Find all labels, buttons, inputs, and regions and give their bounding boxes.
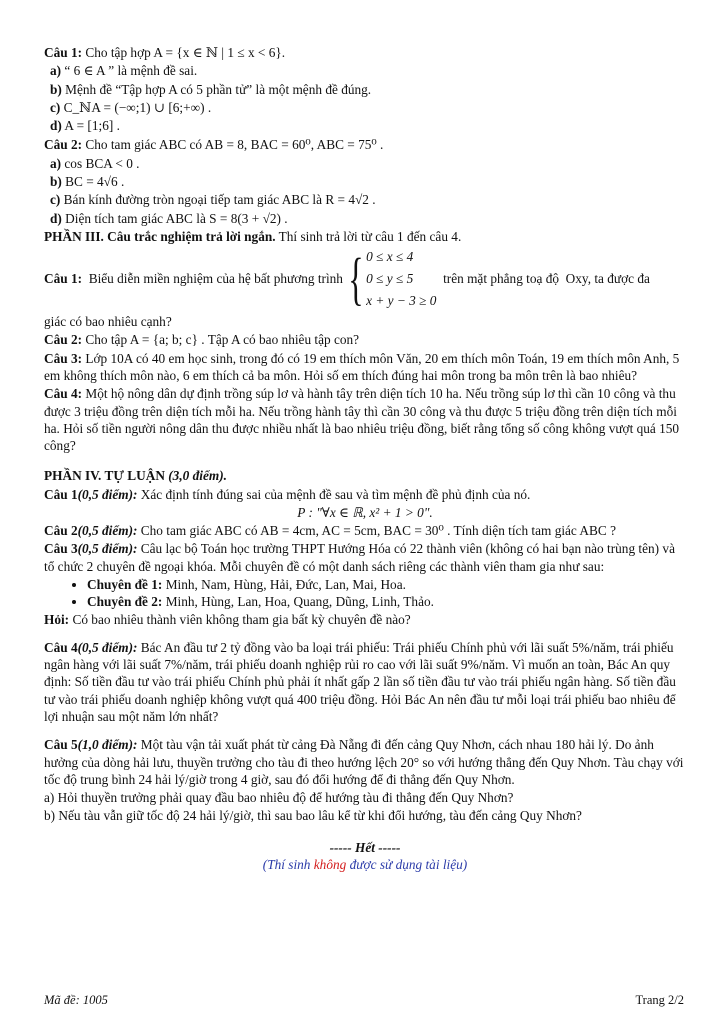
p4-q4-label: Câu 4 xyxy=(44,639,78,655)
p4-q5-points: (1,0 điểm): xyxy=(77,737,138,753)
system-lines xyxy=(366,246,436,312)
p4-q3-ask xyxy=(44,611,686,628)
page-number: Trang 2/2 xyxy=(635,993,684,1007)
note-part: được sử dụng tài liệu) xyxy=(346,856,468,872)
p4-q5-a: a) Hỏi thuyền trưởng phải quay đầu bao nhiêu độ để hướng tàu đi thẳng đến Quy Nhơn? xyxy=(44,790,514,806)
part3-heading: PHẦN III. Câu trắc nghiệm trả lời ngắn. xyxy=(44,228,276,244)
p3-q4-label: Câu 4: xyxy=(44,386,83,402)
inequality-system xyxy=(346,246,436,312)
topic-label: Chuyên đề 2: xyxy=(87,594,163,610)
item-text: Diện tích tam giác ABC là S = 8(3 + √2) . xyxy=(61,210,288,226)
p4-q5-text: Một tàu vận tải xuất phát từ cảng Đà Nẵng đi đến cảng Quy Nhơn, cách nhau 180 hải lý. Do ảnh hưởng của dòng hải lưu, thuyền trưởng cho tàu đi theo hướng lệch 20° so với hướng thẳng đến Quy Nhơn. Tàu chạy với tốc độ trung bình 24 hải lý/giờ trong 4 giờ, sau đó đổi hướng để đi thẳng đến Quy Nhơn. xyxy=(44,737,684,787)
system-line: 0 ≤ y ≤ 5 xyxy=(366,271,414,287)
item-label: d) xyxy=(50,118,62,134)
item-text: cos BCA < 0 . xyxy=(61,155,140,171)
p3-q4-text: Một hộ nông dân dự định trồng súp lơ và hành tây trên diện tích 10 ha. Nếu trồng súp lơ thì cần 10 công và thu được 3 triệu đồng trên diện tích mỗi ha. Nếu trồng hành tây thì cần 30 công và thu được 5 triệu đồng trên diện tích mỗi ha. Hỏi số tiền người nông dân thu được nhiều nhất là bao nhiêu triệu đồng, biết rằng tổng số công không vượt quá 150 công? xyxy=(44,386,680,454)
p2-q2-stem xyxy=(44,136,686,153)
item-label: a) xyxy=(50,155,62,171)
p4-q3-points: (0,5 điểm): xyxy=(77,541,138,557)
system-line: 0 ≤ x ≤ 4 xyxy=(366,249,414,265)
item-label: b) xyxy=(50,81,62,97)
p2-q1-item-d xyxy=(44,117,686,134)
p4-q2 xyxy=(44,522,686,539)
p2-q2-item-d xyxy=(44,210,686,227)
p4-q5-b: b) Nếu tàu vẫn giữ tốc độ 24 hải lý/giờ, thì sau bao lâu kể từ khi đổi hướng, tàu đến cảng Quy Nhơn? xyxy=(44,808,582,824)
p4-q2-points: (0,5 điểm): xyxy=(77,523,138,539)
part4-points: (3,0 điểm). xyxy=(164,468,227,484)
item-label: c) xyxy=(50,99,61,115)
part3-intro: Thí sinh trả lời từ câu 1 đến câu 4. xyxy=(275,228,462,244)
page-footer xyxy=(44,992,684,1008)
p2-q2-item-c xyxy=(44,191,686,208)
note-part: (Thí sinh xyxy=(262,856,314,872)
p4-q3-text: Câu lạc bộ Toán học trường THPT Hướng Hóa có 22 thành viên (không có hai bạn nào trùng tên) và tổ chức 2 chuyên đề ngoại khóa. Mỗi chuyên đề có một danh sách riêng các thành viên tham gia như sau: xyxy=(44,541,675,574)
p4-q1-text: Xác định tính đúng sai của mệnh đề sau và tìm mệnh đề phủ định của nó. xyxy=(137,486,531,502)
p3-q3-label: Câu 3: xyxy=(44,350,83,366)
p3-q1-label: Câu 1: xyxy=(44,271,83,287)
item-label: c) xyxy=(50,192,61,208)
item-text: C_ℕA = (−∞;1) ∪ [6;+∞) . xyxy=(60,99,212,115)
p2-q1-item-a xyxy=(44,62,686,79)
p2-q2-item-a xyxy=(44,155,686,172)
p2-q2-label: Câu 2: xyxy=(44,137,83,153)
ask-text: Có bao nhiêu thành viên không tham gia bất kỳ chuyên đề nào? xyxy=(69,611,411,627)
item-text: A = [1;6] . xyxy=(61,118,120,134)
p2-q1-item-b xyxy=(44,81,686,98)
topic-names: Minh, Nam, Hùng, Hải, Đức, Lan, Mai, Hoa. xyxy=(162,577,406,593)
item-label: d) xyxy=(50,210,62,226)
item-text: BC = 4√6 . xyxy=(61,173,125,189)
item-label: a) xyxy=(50,63,62,79)
p4-q1-label: Câu 1 xyxy=(44,486,78,502)
item-text: Mệnh đề “Tập hợp A có 5 phần tử” là một mệnh đề đúng. xyxy=(61,81,372,97)
p2-q2-item-b xyxy=(44,173,686,190)
exam-page xyxy=(44,44,686,873)
p4-q5-label: Câu 5 xyxy=(44,737,78,753)
p3-q3 xyxy=(44,350,686,385)
p4-q2-text: Cho tam giác ABC có AB = 4cm, AC = 5cm, BAC = 30⁰ . Tính diện tích tam giác ABC ? xyxy=(137,523,616,539)
topic-label: Chuyên đề 1: xyxy=(87,577,163,593)
end-title: ----- Hết ----- xyxy=(329,839,401,855)
item-text: “ 6 ∈ A ” là mệnh đề sai. xyxy=(61,63,198,79)
list-item xyxy=(87,576,686,593)
part3-header xyxy=(44,228,686,245)
p4-q3 xyxy=(44,540,686,575)
p4-q5 xyxy=(44,736,686,788)
left-brace-icon: { xyxy=(348,246,364,312)
p4-q4-text: Bác An đầu tư 2 tỷ đồng vào ba loại trái phiếu: Trái phiếu Chính phủ với lãi suất 5%/năm, trái phiếu ngân hàng với lãi suất 7%/năm, trái phiếu doanh nghiệp rủi ro cao với lãi suất 9%/năm. Vì muốn an toàn, Bác An quy định: Số tiền đầu tư vào trái phiếu Chính phủ phải ít nhất gấp 2 lần số tiền đầu tư vào trái phiếu ngân hàng. Số tiền đầu tư vào trái phiếu doanh nghiệp không vượt quá 400 triệu đồng. Hỏi Bác An nên đầu tư mỗi loại trái phiếu bao nhiêu để lợi nhuận sau một năm lớn nhất? xyxy=(44,639,676,724)
topic-list xyxy=(44,576,686,611)
p2-q1-item-c xyxy=(44,99,686,116)
p3-q1-before: Biểu diễn miền nghiệm của hệ bất phương trình xyxy=(82,271,347,287)
p3-q2 xyxy=(44,331,686,348)
p4-q2-label: Câu 2 xyxy=(44,523,78,539)
p4-q4 xyxy=(44,639,686,725)
item-label: b) xyxy=(50,173,62,189)
part4-header xyxy=(44,467,686,484)
p4-q3-label: Câu 3 xyxy=(44,541,78,557)
p2-q1-label: Câu 1: xyxy=(44,45,83,60)
p3-q1-after: trên mặt phẳng toạ độ Oxy, ta được đa xyxy=(436,271,650,287)
topic-names: Minh, Hùng, Lan, Hoa, Quang, Dũng, Linh, Thảo. xyxy=(162,594,434,610)
part4-heading: PHẦN IV. TỰ LUẬN xyxy=(44,468,165,484)
p3-q1-cont: giác có bao nhiêu cạnh? xyxy=(44,314,172,330)
p3-q2-label: Câu 2: xyxy=(44,332,83,348)
item-text: Bán kính đường tròn ngoại tiếp tam giác ABC là R = 4√2 . xyxy=(60,192,376,208)
p3-q1 xyxy=(44,246,686,312)
p3-q4 xyxy=(44,385,686,454)
p4-q1 xyxy=(44,486,686,503)
end-note xyxy=(44,856,686,873)
exam-code: Mã đề: 1005 xyxy=(44,993,108,1007)
p2-q1-text: Cho tập hợp A = {x ∈ ℕ | 1 ≤ x < 6}. xyxy=(82,45,286,60)
p2-q1-stem xyxy=(44,44,686,61)
p4-q1-formula: P : "∀x ∈ ℝ, x² + 1 > 0". xyxy=(297,504,433,520)
system-line: x + y − 3 ≥ 0 xyxy=(366,293,437,309)
p3-q3-text: Lớp 10A có 40 em học sinh, trong đó có 19 em thích môn Văn, 20 em thích môn Toán, 19 em thích môn Anh, 5 em không thích môn nào, 6 em thích cả ba môn. Hỏi số em thích đúng hai môn trong ba môn trên là bao nhiêu? xyxy=(44,350,680,383)
note-red-word: không xyxy=(313,856,347,872)
list-item xyxy=(87,593,686,610)
ask-label: Hỏi: xyxy=(44,611,70,627)
p4-q4-points: (0,5 điểm): xyxy=(77,639,138,655)
p3-q2-text: Cho tập A = {a; b; c} . Tập A có bao nhiêu tập con? xyxy=(82,332,360,348)
p4-q1-points: (0,5 điểm): xyxy=(77,486,138,502)
p2-q2-text: Cho tam giác ABC có AB = 8, BAC = 60⁰, ABC = 75⁰ . xyxy=(82,137,384,153)
